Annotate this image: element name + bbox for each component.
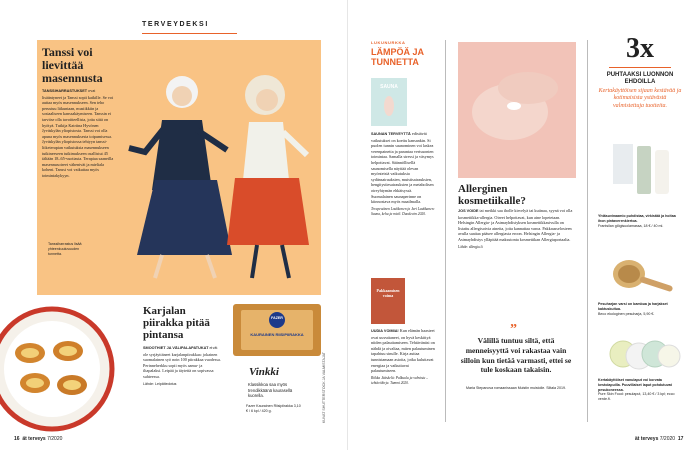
book-body: edistävät vaikutukset on koettu kansankin. Si puolen tunnin saunominen voi laskea verenpainetta ja parantaa verisuonten toimintaa. Samalla stressi ja väsymys helpottavat. Säännöllisellä saunomisella näyttää olevan myönteisiä vaikutuksia sydänsairauksien, muistisairauksien, hengitystiesairauksien ja metabolisen oireyhtymän ehkäisyssä. Suomalainen saunaperinne on kiinnostava myös maailmalla. <box>371 131 434 205</box>
quote-source: Maria Stepanova romaanissaan Muistin muistolle. Siltala 2019. <box>465 386 567 390</box>
book-kicker: LUKUNURKKA <box>371 40 406 45</box>
recovery-cover-text: Pakkaamisen voima <box>376 288 400 298</box>
sidebar-item3-price: Pure Skin Food: pesulaput, 13,40 € / 3 kpl; ecco verde.fi. <box>598 392 675 402</box>
sidebar-big: 3x <box>626 33 654 64</box>
quote-text: Välillä tuntuu siltä, että menneisyyttä voi rakastaa vain silloin kun tietää varmasti, ettei se tule koskaan takaisin. <box>460 336 572 375</box>
sidebar-item3 <box>598 378 682 402</box>
allergy-body: tai meikki saa iholle kirvelyä tai kutinaa, syynä voi olla kosmetiikka-allergia. Oireet helpottavat, kun aine lopetetaan. Helsingin Allergia- ja Astmayhdistyksen kosmetiikkasivulla on listattu allergisoivia aineita, joita kannattaa varoa. Pakkausselosteen avulla saattaa pääsee allergiasta eroon. Helsingin Allergia- ja Astmayhdistys ylläpitää maksutonta kosmetiikan Allergiaportaalia. <box>458 208 573 242</box>
tango-caption: Tanssiharrastus lisää yhteenkuuluvuuden tunnetta. <box>48 242 82 256</box>
sidebar-rule <box>609 67 671 68</box>
sidebar-item2-text: Pesuharjan varsi on bambua ja harjakset kaktuskuitua. <box>598 302 668 311</box>
allergy-title: Allerginen kosmetiikalle? <box>458 183 526 207</box>
sidebar-title: PUHTAAKSI LUONNON EHDOILLA <box>606 72 674 85</box>
tango-article <box>40 44 118 185</box>
vinkki-title: Vinkki <box>249 366 279 378</box>
cleanser-photo <box>609 140 677 208</box>
tango-title: Tanssi voi lievittää masennusta <box>42 45 103 85</box>
right-footer-issue: 7/2020 <box>659 436 676 442</box>
sidebar-item2-price: Beco ekologinen pesuharja, 5,90 €. <box>598 311 655 316</box>
sidebar-item1-price: Frantsilan glögisuolamassa, 18 € / 40 ml. <box>598 223 664 228</box>
product-brand: FAZER <box>271 316 283 320</box>
allergy-lead: JOS VOIDE <box>458 209 479 213</box>
book-title: LÄMPÖÄ JA TUNNETTA <box>371 47 424 67</box>
sidebar-item2 <box>598 302 682 316</box>
recovery-book-cover <box>371 278 405 324</box>
sidebar-intro: Kertakäyttöisen sijaan kestävää ja kotimaisista ystävästä valmistettuja tuotteita. <box>598 88 682 109</box>
column-divider-1 <box>445 40 446 422</box>
tango-body: ovat lisääntyneet ja Tanssi sopii kaikille. Se voi auttaa myös masennukseen. Sen teho perustuu liikuntaan, musiikkiin ja sosiaaliseen kanssakäymiseen. Tanssin ei tarvitse olla tavoitteellista, jotta siitä on hyötyä. Tutkija Katriina Hyvönen Jyväskylän yliopistosta. Tanssi voi olla apuna myös masennuksesta toipumisessa. Jyväskylän yliopistossa tehtyyn tanssi-liiketerapian vaikutuksia masennukseen tutkineeseen tutkimukseen osallistui 45 iältään 18–65-vuotiasta. Terapiaa saaneilla masennusoireet vähenivät ja mieliala koheni. Tanssi voi vaikuttaa myös toimintakykyyn. <box>42 88 114 178</box>
product-name: KAURAINEN RIISIPIIRAKKA <box>250 332 304 337</box>
section-label: TERVEYDEKSI <box>142 21 209 28</box>
book-article <box>371 131 435 216</box>
left-footer <box>14 436 62 442</box>
right-footer <box>635 436 683 442</box>
left-page-number: 16 <box>14 436 20 442</box>
left-footer-brand: ät terveys <box>22 436 46 442</box>
allergy-source: Lähde: allergia.fi <box>458 244 483 249</box>
sidebar-item3-text: Kertakäyttöiset vanulaput voi korvata kestolapuilla. Puuvillaiset laput pohdutuvat pesukoneessa. <box>598 378 672 392</box>
karelian-pie-photo <box>0 303 125 438</box>
vinkki-text: Klassikkoa saa myös trendikkäänä kaurasellä kuorella. <box>248 382 293 399</box>
left-footer-issue: 7/2020 <box>47 436 63 442</box>
book2-article <box>371 328 435 385</box>
right-footer-brand: ät terveys <box>635 436 659 442</box>
quote-mark: ” <box>510 322 517 337</box>
product-photo <box>229 298 325 360</box>
right-page-number: 17 <box>677 436 684 442</box>
book2-lead: UUDIA VOIMIA! <box>371 329 399 333</box>
book-lead: SAUNAN TERVEYTTÄ <box>371 132 411 136</box>
sidebar-item1-text: Yhtäsuvinaamio puhdistaa, virkistää ja hoitaa ihon pintaverenkiertoa. <box>598 214 676 223</box>
photo-credit: KUVAT SHUTTERSTOCK JA VALMISTAJAT <box>322 352 326 424</box>
hands-cream-photo <box>458 42 576 178</box>
right-page <box>347 0 694 450</box>
sauna-cover-text: SAUNA <box>380 84 398 90</box>
tango-lead: TANSSIHARRASTUKSET <box>42 89 88 93</box>
section-rule <box>142 33 237 34</box>
book-source: Terapeutinen Loukkonen ja Jari Laukkanen: Sauna, kehu ja mieli. Duodecim 2020. <box>371 206 435 216</box>
column-divider-2 <box>587 40 588 422</box>
karjalan-source: Lähde: Leipätiedotus <box>143 381 177 386</box>
book2-source: Riikka Jääskelä: Palkuulu ja vahvistu – tehtävökirja. Tammi 2020. <box>371 375 428 385</box>
page-gutter <box>347 0 348 450</box>
karjalan-body: eivät ole syrjäyttäneet karjalanpiirakkaa: jokainen suomalainen syö noin 100 piirakkaa vuodessa. Perinneherkku sopii myös aamu- ja iltapalaksi. Leipää ja täytettä on sopivassa suhteessa. <box>143 345 221 379</box>
book2-body: Kun elämän haasteet ovat uuvuttaneet, on hyvä keskittyä niiden palauttamiseen. Tehtävänäsi on nähdä ja oivaltaa, miten palautuminen tapahtuu sinulle. Kirja auttaa tunnistamaan asioita, jotka kuluttavat energiaa ja vaikuttavat palautumiseen. <box>371 328 435 374</box>
karjalan-title: Karjalan piirakka pitää pintansa <box>143 305 210 341</box>
vinkki-product: Fazer Kaurainen Riisipiirakka 3,10 € / 6 kpl / 420 g. <box>246 404 301 413</box>
sidebar-item1 <box>598 214 682 228</box>
karjalan-lead: SMOOTHIET JA VÄLIPALAPATUKAT <box>143 346 209 350</box>
sauna-book-cover <box>371 78 407 126</box>
karjalan-article <box>143 305 221 386</box>
brush-photo <box>609 254 679 300</box>
allergy-article <box>458 208 574 249</box>
cotton-pads-photo <box>609 336 681 374</box>
